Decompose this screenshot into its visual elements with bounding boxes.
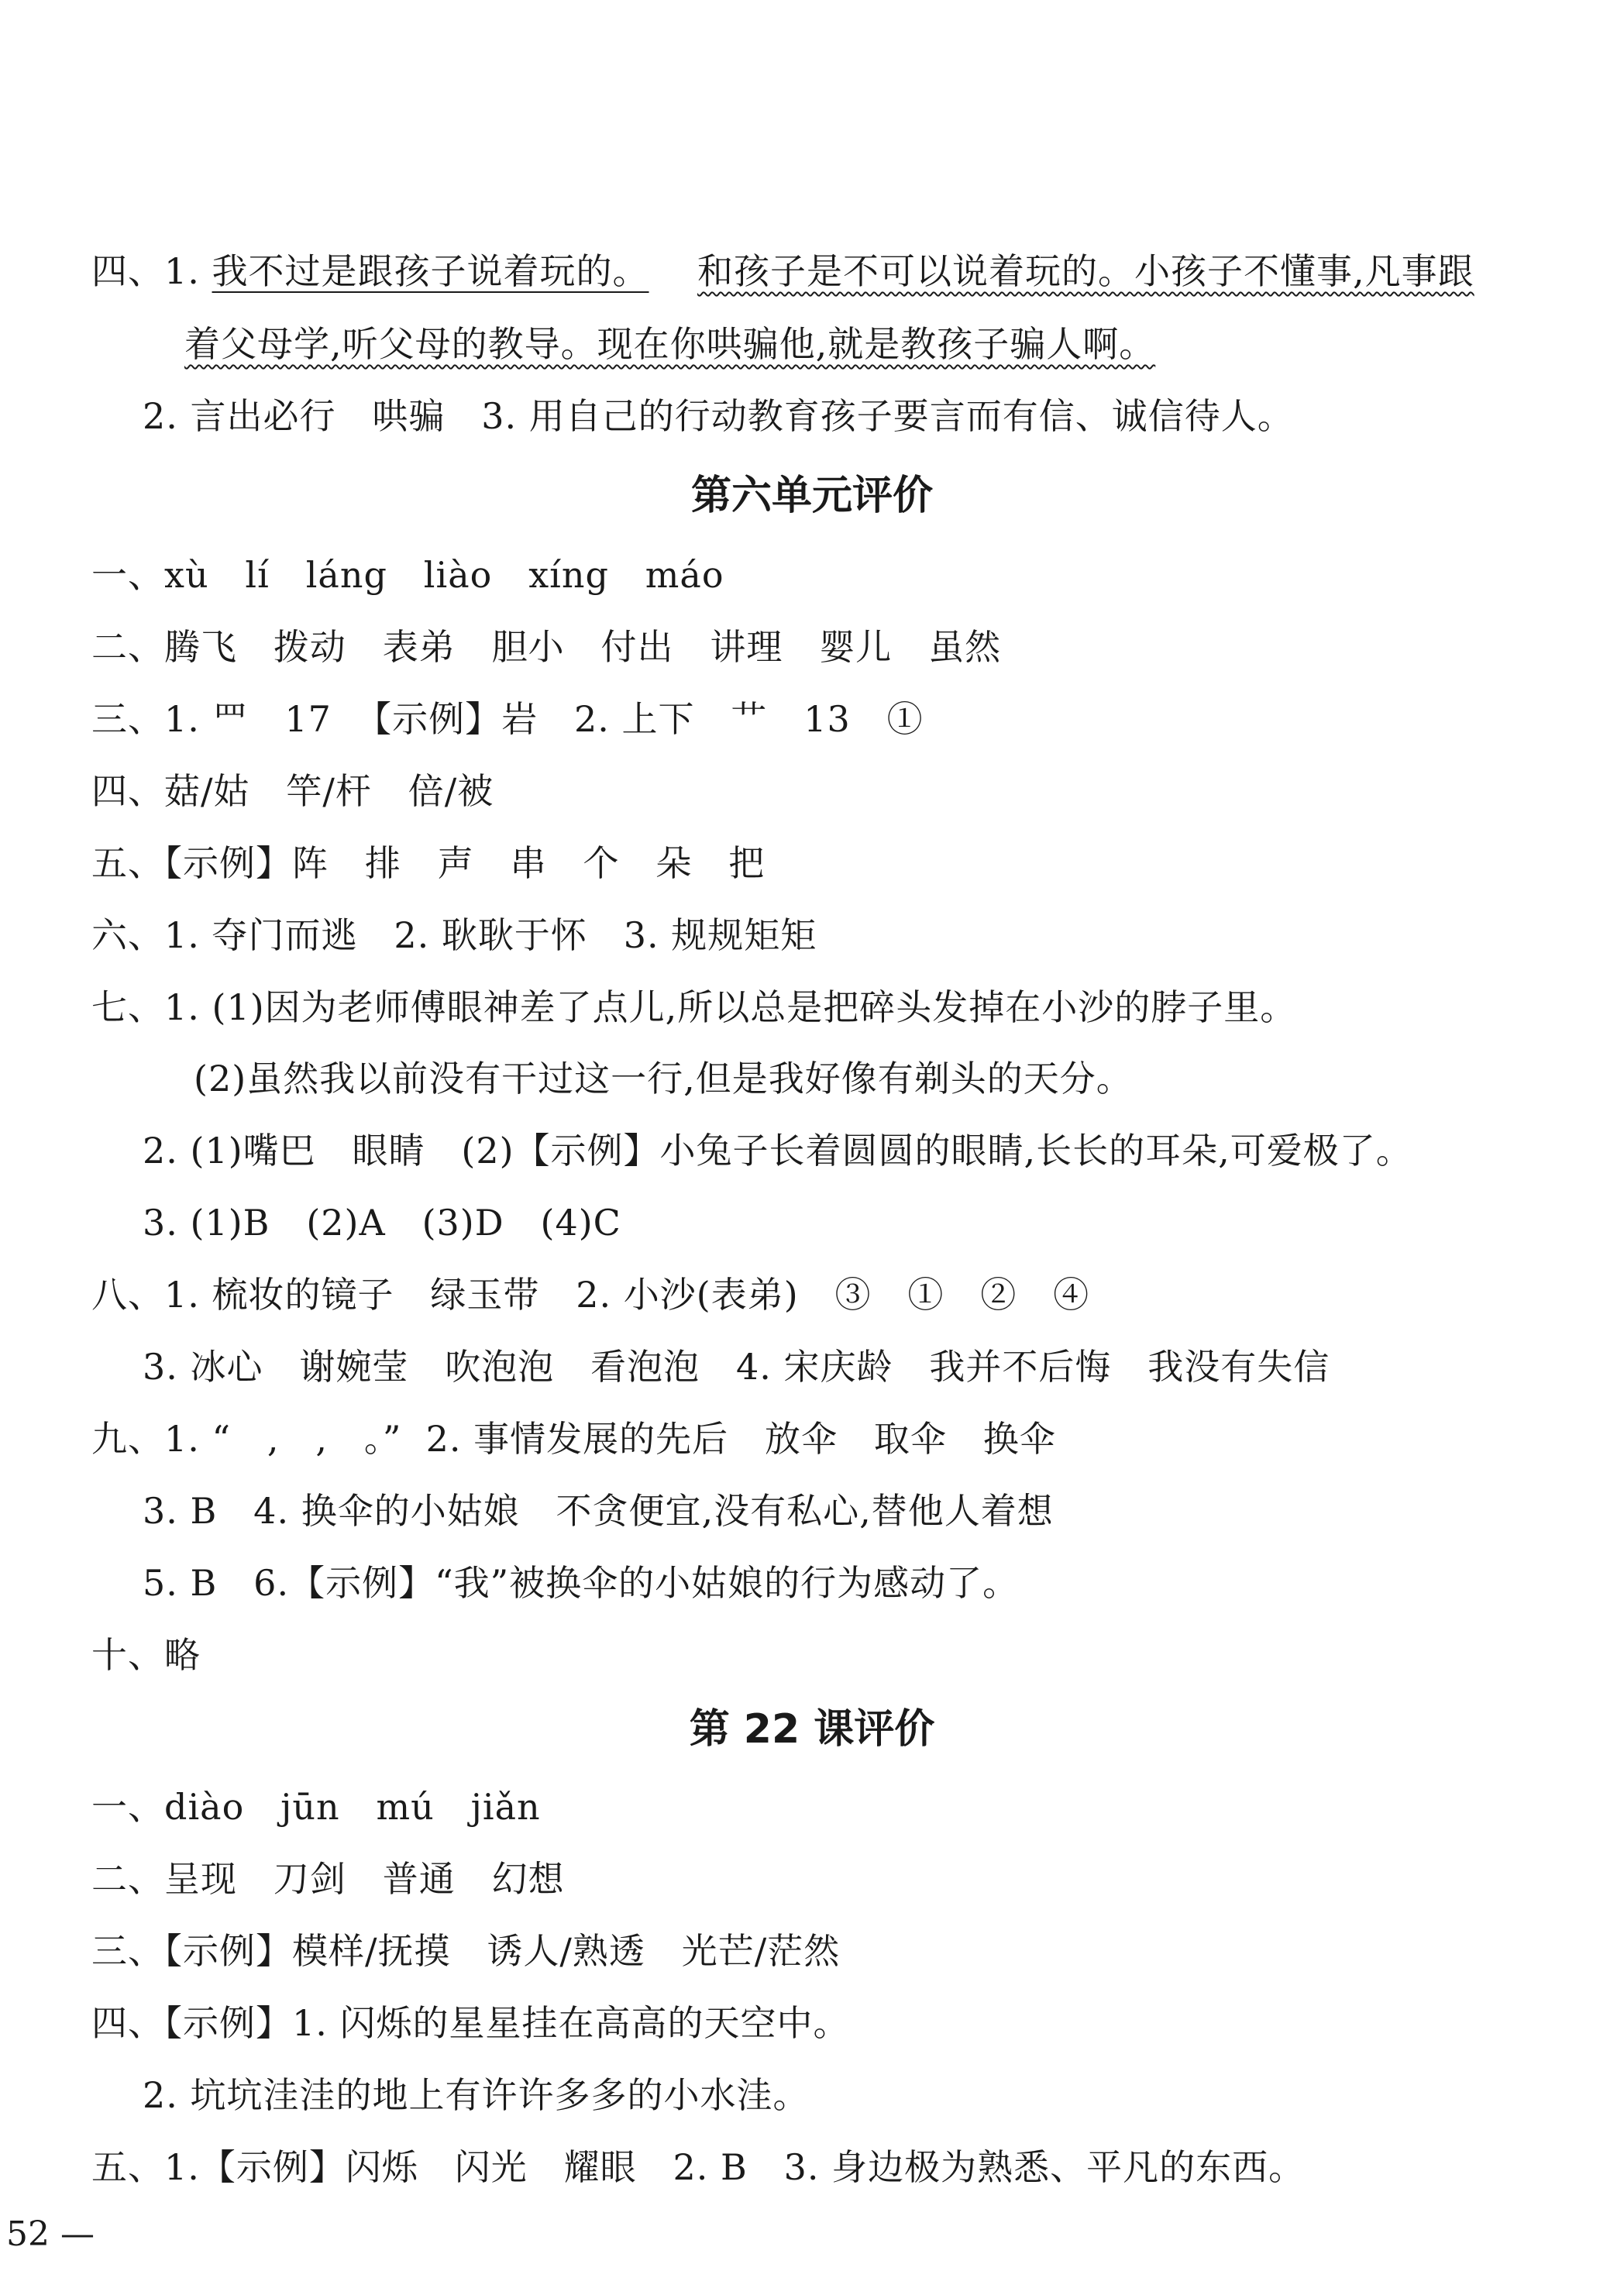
wavy-underlined-answer: 着父母学,听父母的教导。现在你哄骗他,就是教孩子骗人啊。 <box>184 323 1156 365</box>
answer-line: 一、xù lí láng liào xíng máo <box>91 554 724 596</box>
answer-line: 2. 坑坑洼洼的地上有许许多多的小水洼。 <box>143 2074 810 2116</box>
answer-line: 5. B 6.【示例】“我”被换伞的小姑娘的行为感动了。 <box>143 1562 1020 1604</box>
answer-line: 四、菇/姑 竿/杆 倍/被 <box>91 770 494 812</box>
answer-line <box>184 321 1155 367</box>
answer-line: 八、1. 梳妆的镜子 绿玉带 2. 小沙(表弟) ③ ① ② ④ <box>91 1274 1090 1316</box>
section-title: 第 22 课评价 <box>689 1706 935 1753</box>
answer-line: 三、1. 罒 17 【示例】岩 2. 上下 艹 13 ① <box>91 698 924 740</box>
underlined-answer: 我不过是跟孩子说着玩的。 <box>212 250 649 292</box>
answer-line: 五、1.【示例】闪烁 闪光 耀眼 2. B 3. 身边极为熟悉、平凡的东西。 <box>91 2146 1306 2188</box>
answer-line: 五、【示例】阵 排 声 串 个 朵 把 <box>91 842 766 884</box>
page-number: 52 — <box>6 2214 95 2254</box>
answer-line: 三、【示例】模样/抚摸 诱人/熟透 光芒/茫然 <box>91 1930 841 1972</box>
answer-line: 一、diào jūn mú jiǎn <box>91 1786 541 1828</box>
answer-line: 2. 言出必行 哄骗 3. 用自己的行动教育孩子要言而有信、诚信待人。 <box>143 395 1294 437</box>
wavy-underlined-answer: 和孩子是不可以说着玩的。小孩子不懂事,凡事跟 <box>697 250 1474 292</box>
answer-line: 二、腾飞 拨动 表弟 胆小 付出 讲理 婴儿 虽然 <box>91 626 1002 668</box>
answer-line: 七、1. (1)因为老师傅眼神差了点儿,所以总是把碎头发掉在小沙的脖子里。 <box>91 986 1297 1028</box>
question-label: 四、1. <box>91 250 212 292</box>
answer-line: 四、【示例】1. 闪烁的星星挂在高高的天空中。 <box>91 2002 850 2044</box>
answer-line: (2)虽然我以前没有干过这一行,但是我好像有剃头的天分。 <box>194 1058 1133 1099</box>
section-title: 第六单元评价 <box>690 473 933 519</box>
answer-line: 二、呈现 刀剑 普通 幻想 <box>91 1858 565 1900</box>
answer-line <box>91 248 1474 294</box>
answer-line: 九、1. “ , , 。” 2. 事情发展的先后 放伞 取伞 换伞 <box>91 1418 1056 1460</box>
answer-line: 十、略 <box>91 1634 201 1676</box>
answer-line: 2. (1)嘴巴 眼睛 (2)【示例】小兔子长着圆圆的眼睛,长长的耳朵,可爱极了。 <box>143 1130 1412 1172</box>
answer-line: 3. 冰心 谢婉莹 吹泡泡 看泡泡 4. 宋庆龄 我并不后悔 我没有失信 <box>143 1346 1330 1388</box>
answer-line: 3. B 4. 换伞的小姑娘 不贪便宜,没有私心,替他人着想 <box>143 1490 1054 1532</box>
answer-line: 3. (1)B (2)A (3)D (4)C <box>143 1202 621 1244</box>
answer-line: 六、1. 夺门而逃 2. 耿耿于怀 3. 规规矩矩 <box>91 914 817 956</box>
